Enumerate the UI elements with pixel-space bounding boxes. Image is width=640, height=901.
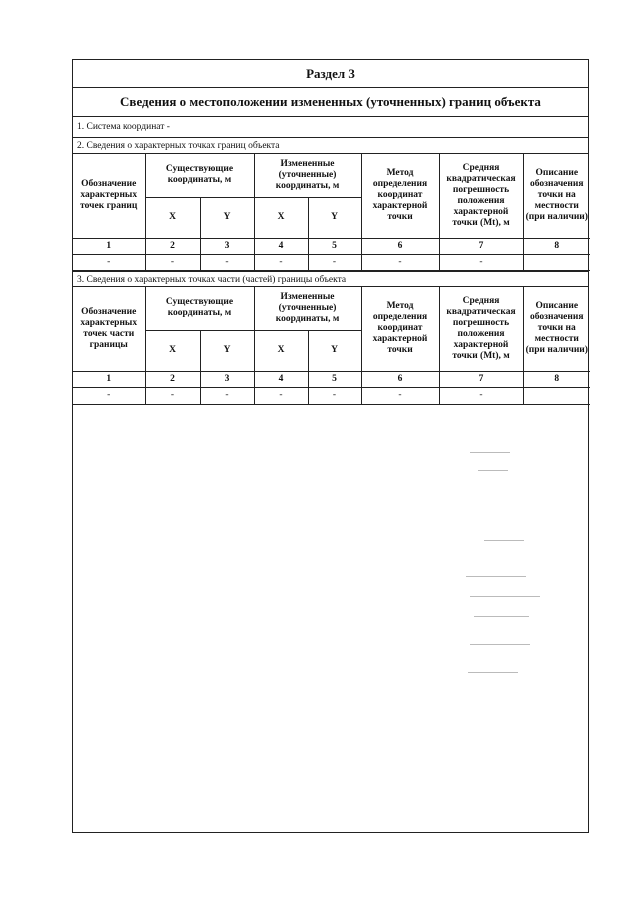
table-cell [523,387,590,404]
header-existing-x: X [145,197,200,238]
header-designation: Обозначение характерных точек границ [73,154,145,238]
column-number: 5 [308,371,361,387]
scan-speckle [484,540,524,541]
boundary-points-table [73,154,590,271]
header-changed-x: X [254,197,308,238]
table-row [73,387,590,404]
table-cell: - [361,387,439,404]
column-number: 6 [361,238,439,254]
table-row [73,254,590,270]
table-cell: - [308,387,361,404]
header-existing-y: Y [200,330,254,371]
scan-speckle [474,616,529,617]
scan-speckle [468,672,518,673]
table-cell: - [73,387,145,404]
table-cell: - [200,254,254,270]
header-error: Средняя квадратическая погрешность положения характерной точки (Mt), м [439,287,523,371]
header-error: Средняя квадратическая погрешность положения характерной точки (Mt), м [439,154,523,238]
scan-speckle [470,452,510,453]
column-number: 2 [145,371,200,387]
column-number: 2 [145,238,200,254]
column-number: 3 [200,238,254,254]
header-existing-x: X [145,330,200,371]
header-changed: Измененные (уточненные) координаты, м [254,154,361,197]
column-number: 1 [73,238,145,254]
table-cell: - [254,387,308,404]
table-cell: - [439,254,523,270]
document-frame [72,59,589,833]
column-number-row [73,238,590,254]
table-cell: - [145,254,200,270]
part-points-table [73,287,590,405]
table-cell: - [145,387,200,404]
column-number-row [73,371,590,387]
column-number: 3 [200,371,254,387]
header-changed: Измененные (уточненные) координаты, м [254,287,361,330]
column-number: 4 [254,371,308,387]
table-cell: - [361,254,439,270]
section-subtitle: Сведения о местоположении измененных (уточненных) границ объекта [73,87,588,117]
header-method: Метод определения координат характерной точки [361,154,439,238]
column-number: 4 [254,238,308,254]
column-number: 1 [73,371,145,387]
scan-speckle [478,470,508,471]
header-changed-y: Y [308,330,361,371]
column-number: 7 [439,371,523,387]
table-cell: - [200,387,254,404]
table-cell: - [439,387,523,404]
header-description: Описание обозначения точки на местности (при наличии) [523,154,590,238]
table-cell: - [73,254,145,270]
header-existing-y: Y [200,197,254,238]
scan-speckle [466,576,526,577]
scan-speckle [470,596,540,597]
table-cell: - [308,254,361,270]
boundary-points-label: 2. Сведения о характерных точках границ объекта [73,138,588,154]
header-existing: Существующие координаты, м [145,287,254,330]
header-changed-y: Y [308,197,361,238]
header-method: Метод определения координат характерной точки [361,287,439,371]
table-cell [523,254,590,270]
header-description: Описание обозначения точки на местности (при наличии) [523,287,590,371]
column-number: 5 [308,238,361,254]
scan-speckle [470,644,530,645]
part-points-label: 3. Сведения о характерных точках части (частей) границы объекта [73,271,588,287]
column-number: 8 [523,238,590,254]
header-existing: Существующие координаты, м [145,154,254,197]
coord-system-label: 1. Система координат - [73,116,588,138]
column-number: 8 [523,371,590,387]
section-title: Раздел 3 [73,60,588,88]
header-designation: Обозначение характерных точек части границы [73,287,145,371]
header-changed-x: X [254,330,308,371]
column-number: 7 [439,238,523,254]
column-number: 6 [361,371,439,387]
table-cell: - [254,254,308,270]
